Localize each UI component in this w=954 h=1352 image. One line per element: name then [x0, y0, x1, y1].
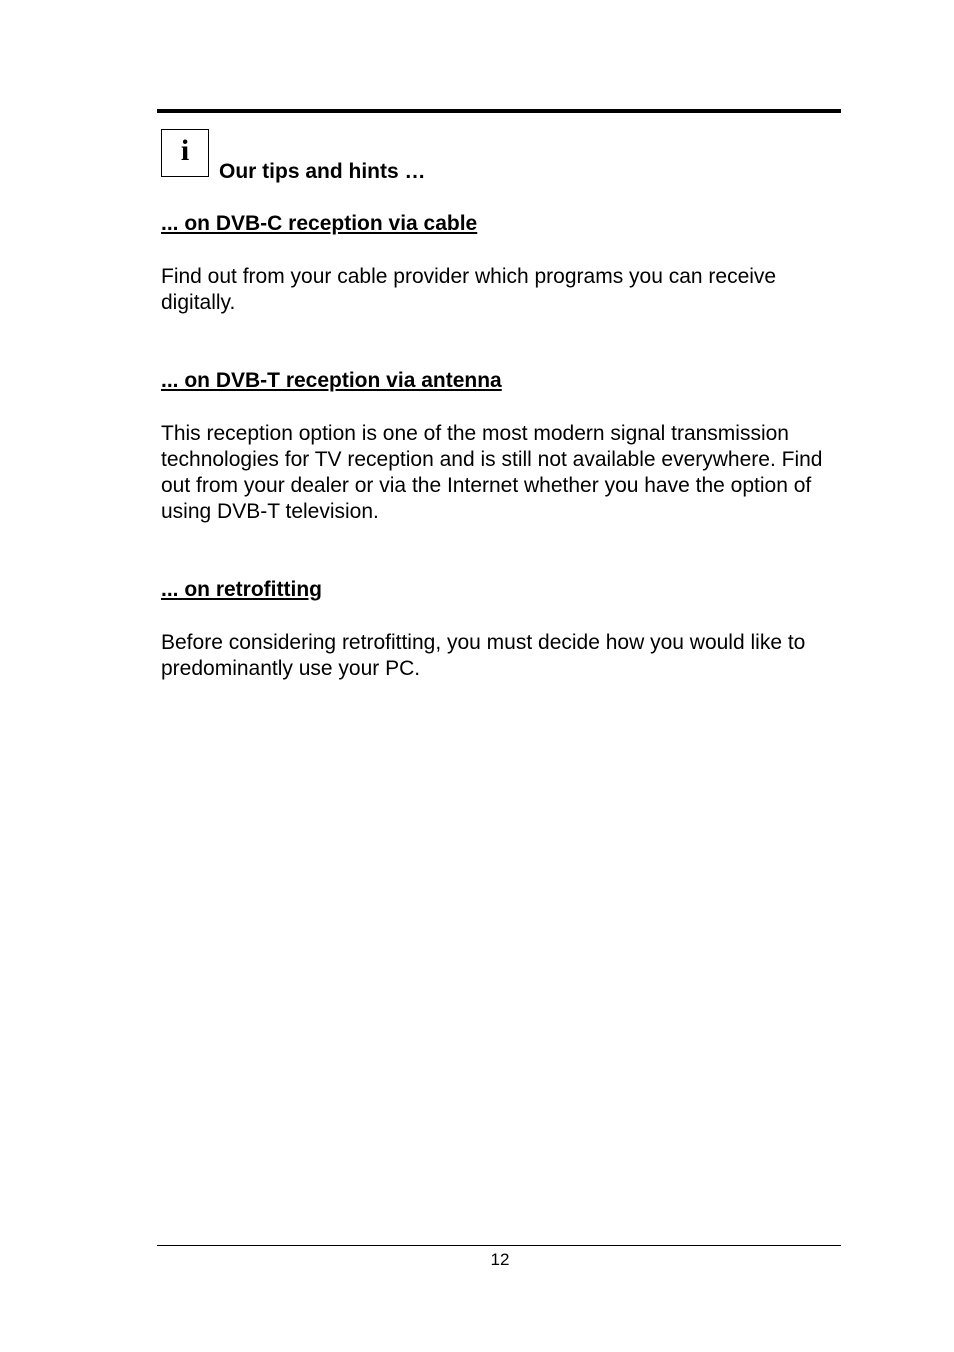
section-body: Find out from your cable provider which programs you can receive digitally.: [161, 265, 777, 314]
section-body: This reception option is one of the most modern signal transmission technologies for TV reception and is still not available everywhere. Find out from your dealer or via the Internet whether you have the option of using DVB-T television.: [161, 422, 823, 523]
section-heading: ... on retrofitting: [161, 578, 322, 601]
info-icon: [161, 129, 209, 177]
page-number: 12: [490, 1250, 510, 1269]
page-title: Our tips and hints …: [219, 160, 426, 183]
info-symbol: i: [180, 134, 190, 167]
section-dvb-c: [161, 212, 841, 316]
section-dvb-t: [161, 369, 841, 525]
section-body: Before considering retrofitting, you must decide how you would like to predominantly use your PC.: [161, 631, 806, 680]
footer-divider: [157, 1245, 841, 1246]
top-divider: [157, 109, 841, 113]
section-heading: ... on DVB-T reception via antenna: [161, 369, 502, 392]
section-retrofitting: [161, 578, 841, 682]
section-heading: ... on DVB-C reception via cable: [161, 212, 478, 235]
